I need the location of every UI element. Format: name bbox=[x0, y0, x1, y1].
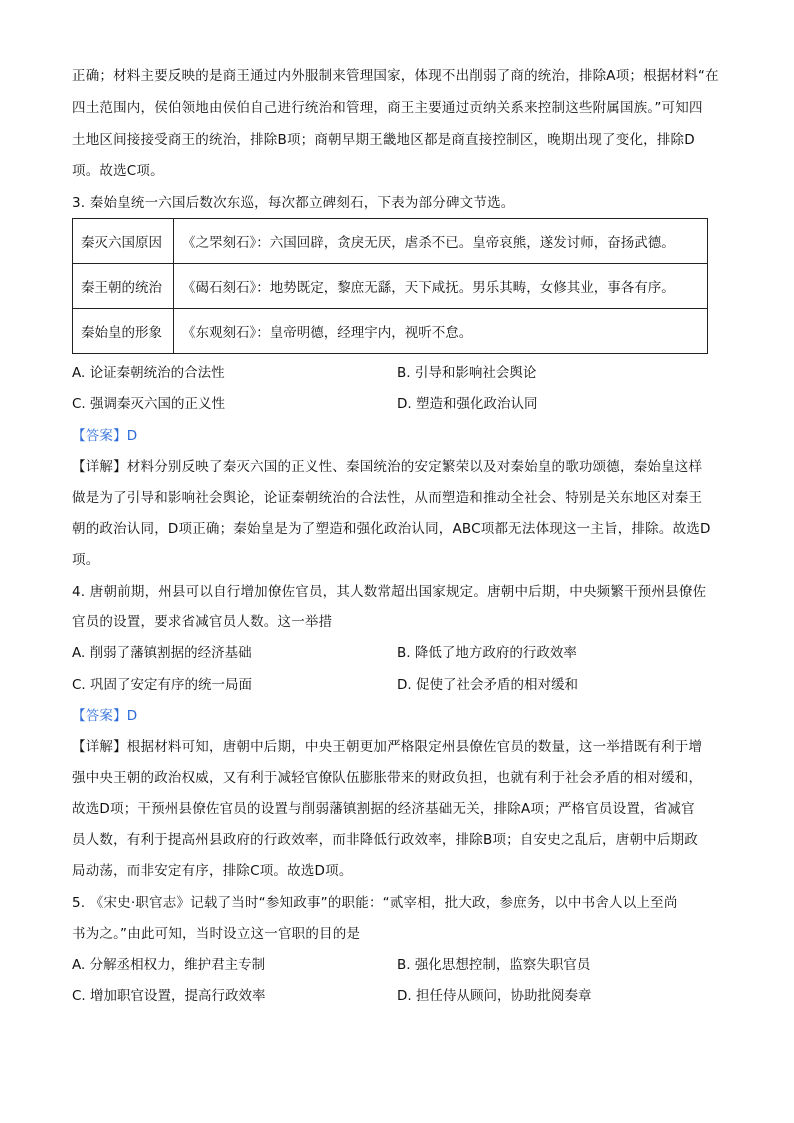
q4-option-c: C. 巩固了安定有序的统一局面 bbox=[72, 677, 253, 693]
q3-analysis-line: 【详解】材料分别反映了秦灭六国的正义性、秦国统治的安定繁荣以及对秦始皇的歌功颂德，秦始皇这样 bbox=[72, 459, 703, 475]
q4-analysis-line: 员人数，有利于提高州县政府的行政效率，而非降低行政效率，排除B项；自安史之乱后，唐朝中后期政 bbox=[72, 832, 698, 848]
table-cell-label: 秦王朝的统治 bbox=[73, 264, 174, 309]
q4-stem-line: 4. 唐朝前期，州县可以自行增加僚佐官员，其人数常超出国家规定。唐朝中后期，中央频繁干预州县僚佐 bbox=[72, 584, 707, 600]
q5-option-a: A. 分解丞相权力，维护君主专制 bbox=[72, 957, 266, 973]
q3-stem: 3. 秦始皇统一六国后数次东巡，每次都立碑刻石，下表为部分碑文节选。 bbox=[72, 195, 515, 211]
q5-stem-line: 书为之。”由此可知，当时设立这一官职的目的是 bbox=[72, 926, 361, 942]
table-cell-label: 秦灭六国原因 bbox=[73, 219, 174, 264]
q4-analysis-line: 故选D项；干预州县僚佐官员的设置与削弱藩镇割据的经济基础无关，排除A项；严格官员设置，省减官 bbox=[72, 801, 695, 817]
q4-analysis-line: 强中央王朝的政治权威，又有利于减轻官僚队伍膨胀带来的财政负担，也就有利于社会矛盾的相对缓和， bbox=[72, 770, 703, 786]
q3-inscription-table bbox=[72, 218, 708, 354]
q3-analysis-line: 朝的政治认同，D项正确；秦始皇是为了塑造和强化政治认同，ABC项都无法体现这一主旨，排除。故选D bbox=[72, 521, 711, 537]
q4-stem-line: 官员的设置，要求省减官员人数。这一举措 bbox=[72, 614, 333, 630]
q3-option-b: B. 引导和影响社会舆论 bbox=[397, 365, 537, 381]
table-cell-text: 《碣石刻石》：地势既定，黎庶无繇，天下咸抚。男乐其畴，女修其业，事各有序。 bbox=[174, 264, 708, 309]
table-cell-text: 《东观刻石》：皇帝明德，经理宇内，视听不怠。 bbox=[174, 309, 708, 354]
table-row bbox=[73, 264, 708, 309]
q4-answer: 【答案】D bbox=[72, 708, 138, 724]
q4-analysis-line: 【详解】根据材料可知，唐朝中后期，中央王朝更加严格限定州县僚佐官员的数量，这一举措既有利于增 bbox=[72, 739, 703, 755]
q4-option-d: D. 促使了社会矛盾的相对缓和 bbox=[397, 677, 578, 693]
q4-option-b: B. 降低了地方政府的行政效率 bbox=[397, 645, 577, 661]
q3-option-d: D. 塑造和强化政治认同 bbox=[397, 396, 538, 412]
q5-option-b: B. 强化思想控制，监察失职官员 bbox=[397, 957, 591, 973]
prev-analysis-line: 项。故选C项。 bbox=[72, 163, 164, 179]
prev-analysis-line: 正确；材料主要反映的是商王通过内外服制来管理国家，体现不出削弱了商的统治，排除A项；根据材料“在 bbox=[72, 68, 719, 84]
q5-option-d: D. 担任侍从顾问，协助批阅奏章 bbox=[397, 988, 592, 1004]
q3-option-c: C. 强调秦灭六国的正义性 bbox=[72, 396, 226, 412]
prev-analysis-line: 四土范围内，侯伯领地由侯伯自己进行统治和管理，商王主要通过贡纳关系来控制这些附属国族。”可知四 bbox=[72, 100, 703, 116]
q4-analysis-line: 局动荡，而非安定有序，排除C项。故选D项。 bbox=[72, 863, 353, 879]
q5-stem-line: 5. 《宋史·职官志》记载了当时“参知政事”的职能：“贰宰相，批大政，参庶务，以中书舍人以上至尚 bbox=[72, 895, 678, 911]
q3-answer: 【答案】D bbox=[72, 428, 138, 444]
q4-option-a: A. 削弱了藩镇割据的经济基础 bbox=[72, 645, 252, 661]
table-row bbox=[73, 309, 708, 354]
q3-option-a: A. 论证秦朝统治的合法性 bbox=[72, 365, 225, 381]
q5-option-c: C. 增加职官设置，提高行政效率 bbox=[72, 988, 266, 1004]
q3-analysis-line: 项。 bbox=[72, 552, 100, 568]
q3-analysis-line: 做是为了引导和影响社会舆论，论证秦朝统治的合法性，从而塑造和推动全社会、特别是关东地区对秦王 bbox=[72, 490, 703, 506]
prev-analysis-line: 土地区间接接受商王的统治，排除B项；商朝早期王畿地区都是商直接控制区，晚期出现了变化，排除D bbox=[72, 132, 695, 148]
table-cell-text: 《之罘刻石》：六国回辟，贪戾无厌，虐杀不已。皇帝哀熊，遂发讨师，奋扬武德。 bbox=[174, 219, 708, 264]
table-row bbox=[73, 219, 708, 264]
table-cell-label: 秦始皇的形象 bbox=[73, 309, 174, 354]
